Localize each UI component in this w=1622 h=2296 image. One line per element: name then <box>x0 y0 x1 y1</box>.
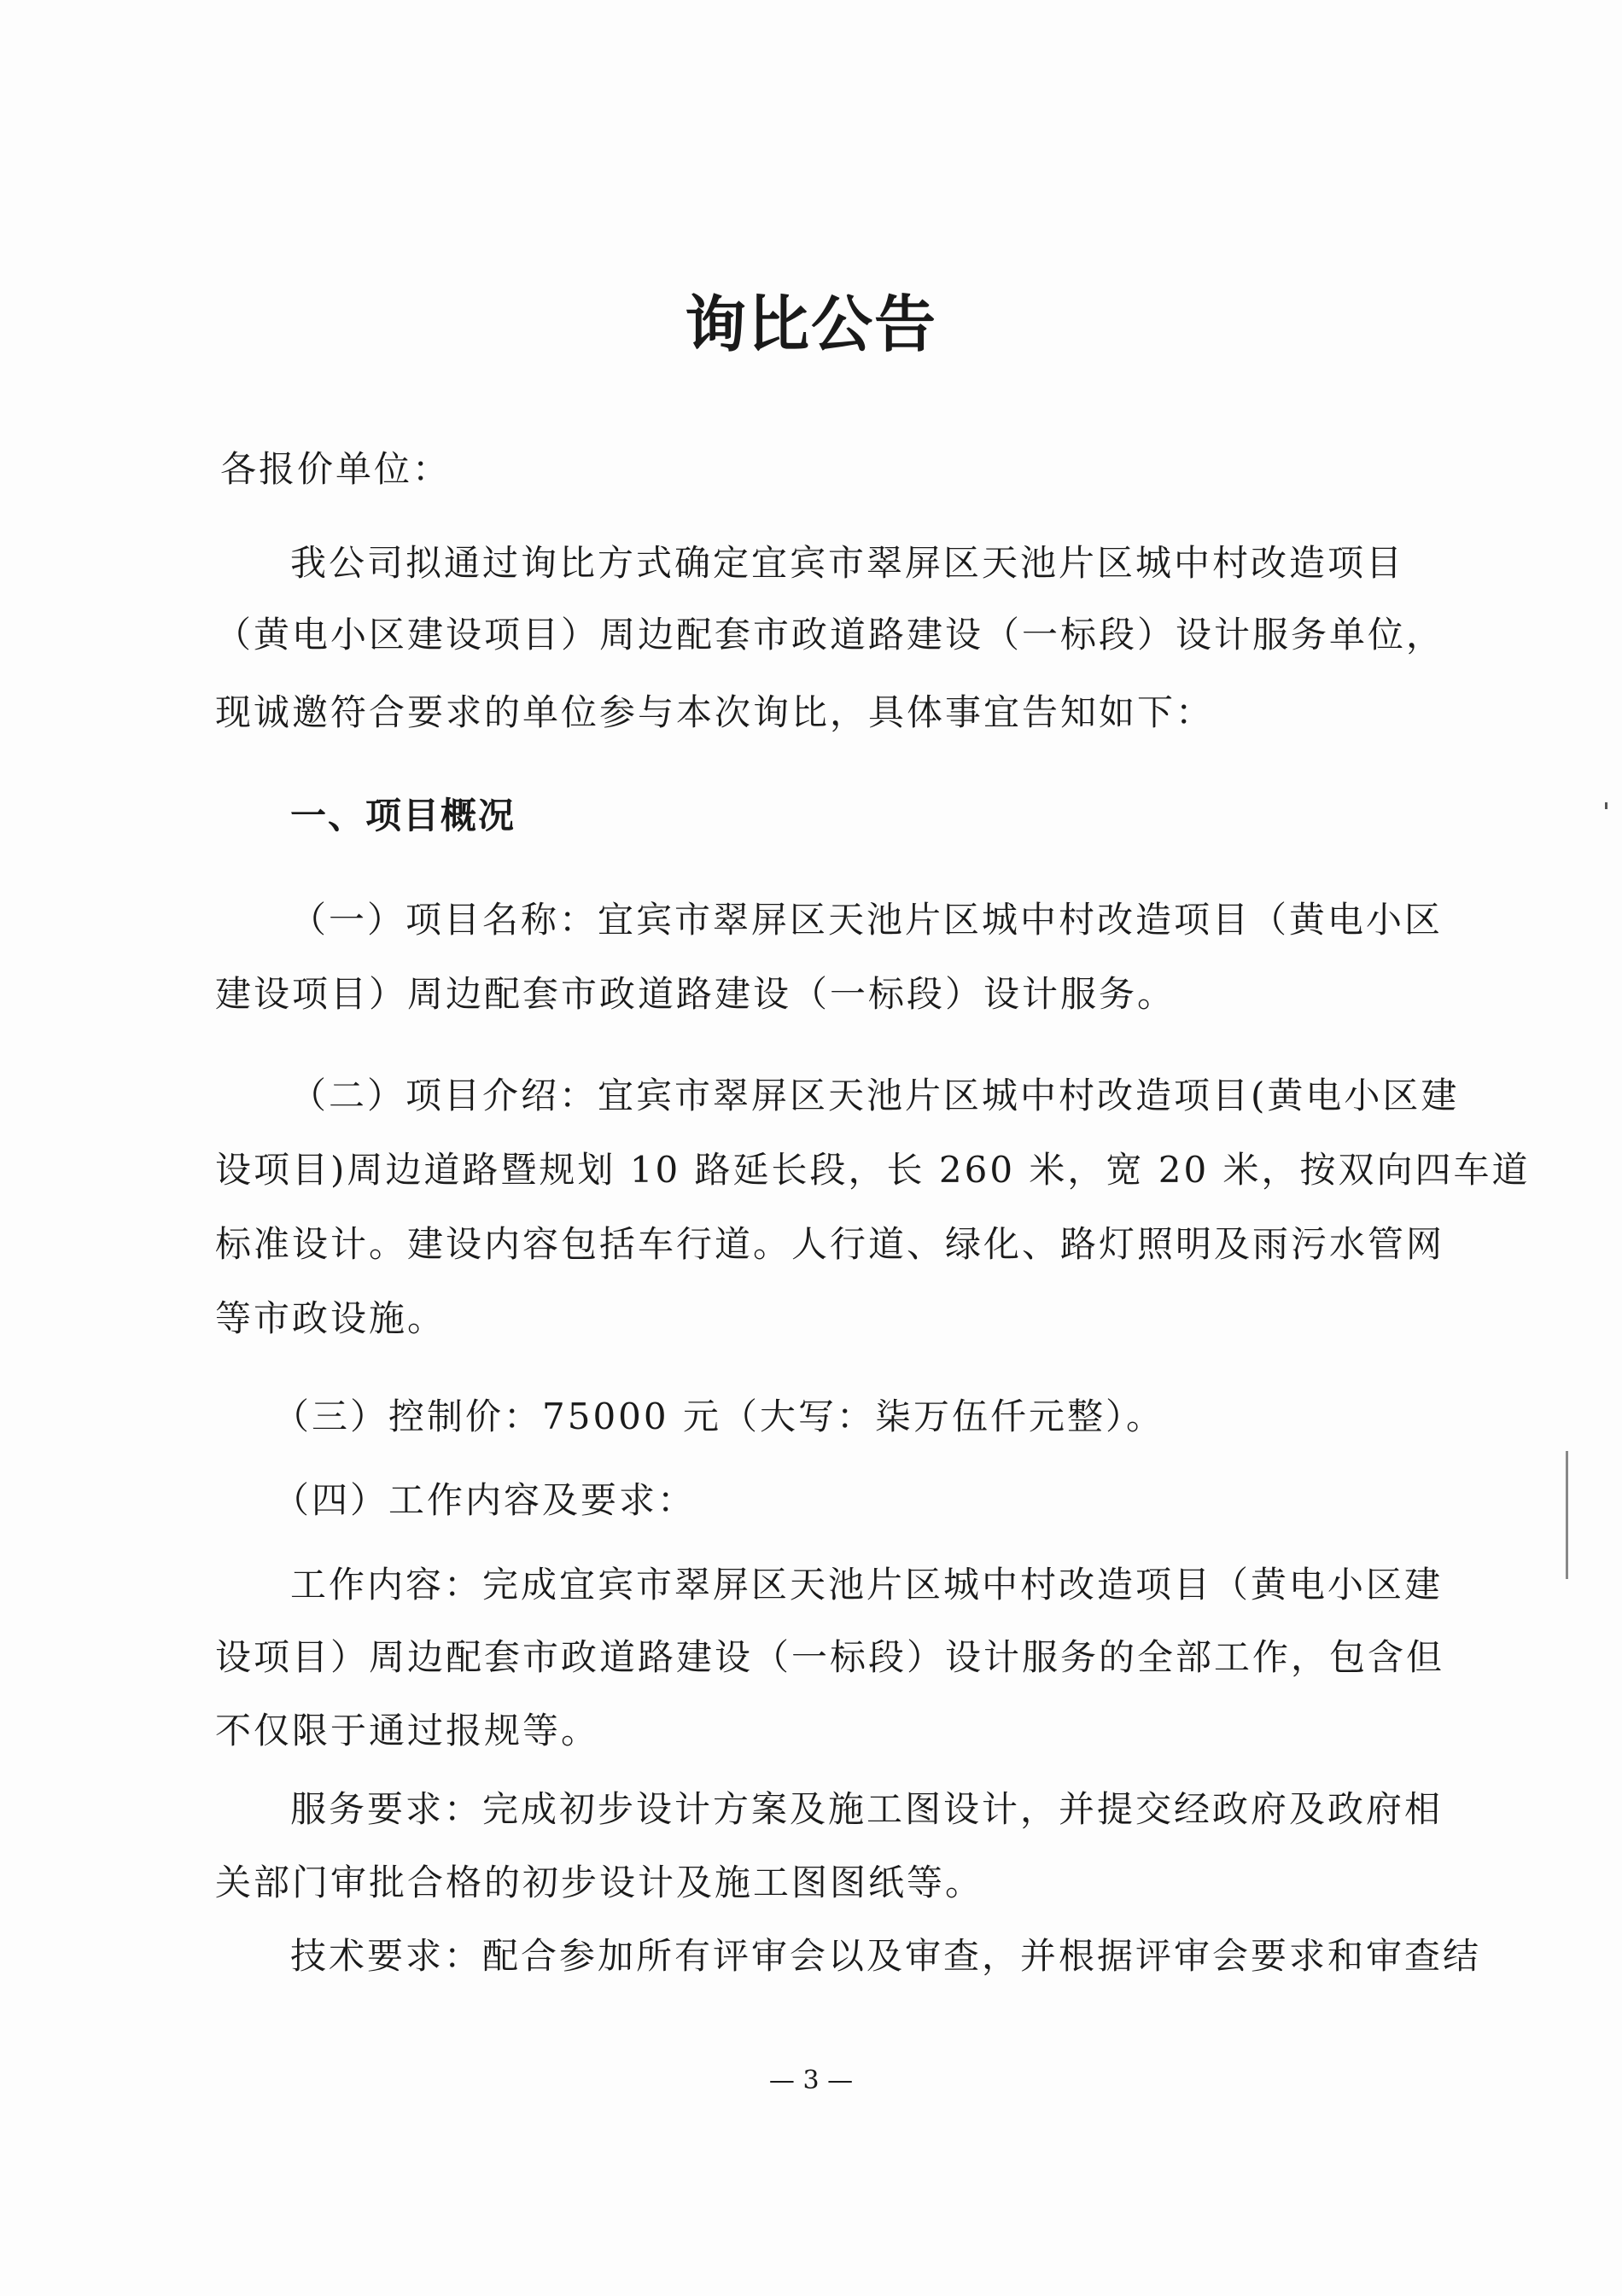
salutation: 各报价单位： <box>220 448 452 490</box>
item2-line-3: 标准设计。建设内容包括车行道。人行道、绿化、路灯照明及雨污水管网 <box>215 1223 1445 1265</box>
item2-line-1: （二）项目介绍：宜宾市翠屏区天池片区城中村改造项目(黄电小区建 <box>290 1075 1460 1116</box>
section-heading-overview: 一、项目概况 <box>290 795 516 836</box>
work-content-line-3: 不仅限于通过报规等。 <box>215 1710 600 1751</box>
item1-line-2: 建设项目）周边配套市政道路建设（一标段）设计服务。 <box>215 973 1176 1015</box>
item2-line-2: 设项目)周边道路暨规划 10 路延长段，长 260 米，宽 20 米，按双向四车道 <box>215 1149 1531 1191</box>
work-content-line-2: 设项目）周边配套市政道路建设（一标段）设计服务的全部工作，包含但 <box>215 1636 1445 1678</box>
intro-line-2: （黄电小区建设项目）周边配套市政道路建设（一标段）设计服务单位， <box>215 614 1445 656</box>
item1-line-1: （一）项目名称：宜宾市翠屏区天池片区城中村改造项目（黄电小区 <box>290 899 1444 941</box>
page-number: — 3 — <box>768 2066 854 2095</box>
work-content-line-1: 工作内容：完成宜宾市翠屏区天池片区城中村改造项目（黄电小区建 <box>290 1564 1444 1605</box>
item2-line-4: 等市政设施。 <box>215 1297 446 1339</box>
document-title: 询比公告 <box>684 288 937 360</box>
intro-line-3: 现诚邀符合要求的单位参与本次询比，具体事宜告知如下： <box>215 691 1215 733</box>
item3-control-price: （三）控制价：75000 元（大写：柒万伍仟元整）。 <box>273 1396 1164 1437</box>
intro-line-1: 我公司拟通过询比方式确定宜宾市翠屏区天池片区城中村改造项目 <box>290 542 1405 584</box>
tech-req-line-1: 技术要求：配合参加所有评审会以及审查，并根据评审会要求和审查结 <box>290 1935 1482 1977</box>
scan-edge-line <box>1566 1451 1568 1579</box>
service-req-line-2: 关部门审批合格的初步设计及施工图图纸等。 <box>215 1862 984 1903</box>
service-req-line-1: 服务要求：完成初步设计方案及施工图设计，并提交经政府及政府相 <box>290 1788 1444 1830</box>
item4-heading: （四）工作内容及要求： <box>273 1479 697 1521</box>
scan-speck <box>1605 802 1607 809</box>
